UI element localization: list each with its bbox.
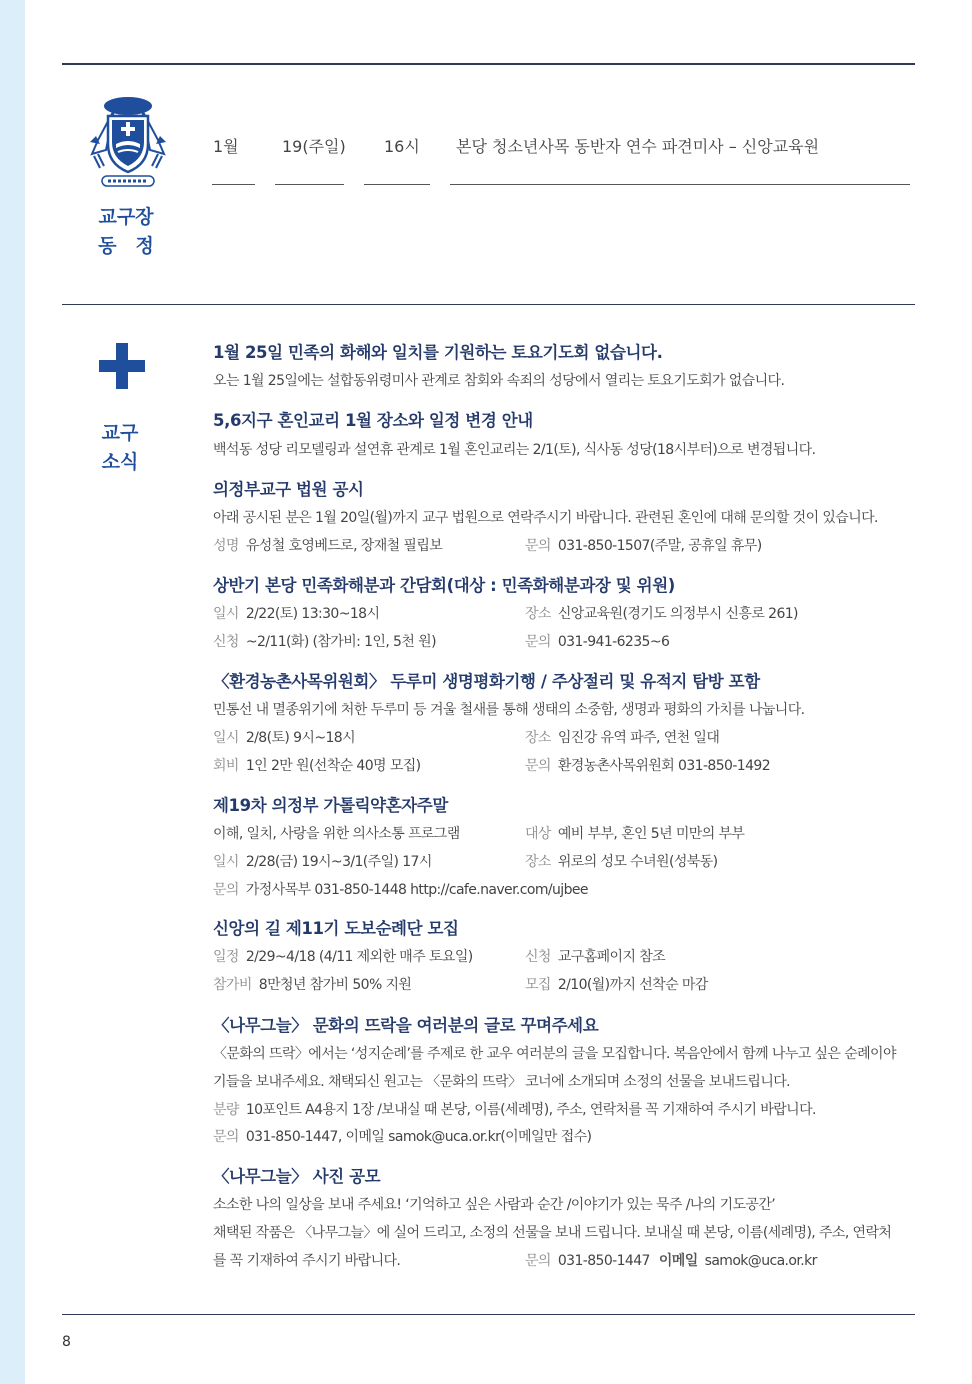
news-body-marriage-class: 백석동 성당 리모델링과 설연휴 관계로 1월 혼인교리는 2/1(토), 식사동 성당(18시부터)으로 변경됩니다. <box>213 442 816 458</box>
news-section-label <box>90 419 150 477</box>
field-value: 2/28(금) 19시~3/1(주일) 17시 <box>245 854 432 870</box>
field-value: 2/8(토) 9시~18시 <box>245 730 355 746</box>
crane-date-row <box>213 727 355 747</box>
pilgrimage-recruit-row <box>525 974 708 994</box>
field-value: 10포인트 A4용지 1장 /보내실 때 본당, 이름(세례명), 주소, 연락처를 꼭 기재하여 주시기 바랍니다. <box>245 1102 816 1118</box>
section-divider <box>62 304 915 305</box>
top-divider <box>62 63 915 65</box>
field-key: 문의 <box>525 634 551 650</box>
field-value: 2/29~4/18 (4/11 제외한 매주 토요일) <box>245 949 473 965</box>
crane-place-row <box>525 727 719 747</box>
news-title-culture-garden: 〈나무그늘〉 문화의 뜨락을 여러분의 글로 꾸며주세요 <box>213 1016 599 1035</box>
field-value: 유성철 호영베드로, 장재철 필립보 <box>245 538 443 554</box>
news-title-photo-contest: 〈나무그늘〉 사진 공모 <box>213 1167 381 1186</box>
culture-contact-row <box>213 1126 591 1146</box>
meeting-place-row <box>525 603 798 623</box>
news-title-marriage-class: 5,6지구 혼인교리 1월 장소와 일정 변경 안내 <box>213 411 533 430</box>
engaged-target-row <box>525 823 744 843</box>
field-key: 참가비 <box>213 977 252 993</box>
news-title-prayer: 1월 25일 민족의 화해와 일치를 기원하는 토요기도회 없습니다. <box>213 343 663 362</box>
culture-body-line2: 기들을 보내주세요. 채택되신 원고는 〈문화의 뜨락〉 코너에 소개되며 소정의 선물을 보내드립니다. <box>213 1074 791 1090</box>
news-body-crane-trip: 민통선 내 멸종위기에 처한 두루미 등 겨울 철새를 통해 생태의 소중함, 생명과 평화의 가치를 나눕니다. <box>213 702 805 718</box>
meeting-apply-row <box>213 631 436 651</box>
field-value: 031-941-6235~6 <box>557 634 670 650</box>
cross-icon <box>99 343 145 389</box>
field-key: 장소 <box>525 730 551 746</box>
bishop-section-label <box>96 203 156 261</box>
schedule-month-underline <box>212 184 255 185</box>
page-number: 8 <box>62 1334 71 1350</box>
field-value: 031-850-1507(주말, 공휴일 휴무) <box>557 538 762 554</box>
field-key: 일시 <box>213 606 239 622</box>
photo-body-line3: 를 꼭 기재하여 주시기 바랍니다. <box>213 1253 401 1269</box>
schedule-time: 16시 <box>384 137 420 156</box>
side-color-strip <box>0 0 25 1384</box>
schedule-month: 1월 <box>213 137 239 156</box>
bishop-label-line2: 동 정 <box>98 235 154 257</box>
field-value: 임진강 유역 파주, 연천 일대 <box>557 730 720 746</box>
field-key: 대상 <box>525 826 551 842</box>
engaged-place-row <box>525 851 717 871</box>
news-title-court-notice: 의정부교구 법원 공시 <box>213 480 364 499</box>
culture-body-line1: 〈문화의 뜨락〉에서는 ‘성지순례’를 주제로 한 교우 여러분의 글을 모집합니다. 복음안에서 함께 나누고 싶은 순례이야 <box>213 1046 896 1062</box>
field-key: 장소 <box>525 854 551 870</box>
field-value: samok@uca.or.kr <box>704 1253 817 1269</box>
news-body-court-notice: 아래 공시된 분은 1월 20일(월)까지 교구 법원으로 연락주시기 바랍니다. 관련된 혼인에 대해 문의할 것이 있습니다. <box>213 510 878 526</box>
field-value: 교구홈페이지 참조 <box>557 949 666 965</box>
field-key: 일시 <box>213 730 239 746</box>
field-value[interactable]: 가정사목부 031-850-1448 http://cafe.naver.com/ujbee <box>245 882 588 898</box>
field-value: 2/22(토) 13:30~18시 <box>245 606 380 622</box>
crane-fee-row <box>213 755 421 775</box>
field-key: 성명 <box>213 538 239 554</box>
field-value: 환경농촌사목위원회 031-850-1492 <box>557 758 771 774</box>
schedule-day-underline <box>275 184 344 185</box>
field-value: 신앙교육원(경기도 의정부시 신흥로 261) <box>557 606 798 622</box>
news-label-line1: 교구 <box>101 422 139 444</box>
photo-body-line1: 소소한 나의 일상을 보내 주세요! ‘기억하고 싶은 사람과 순간 /이야기가 있는 묵주 /나의 기도공간’ <box>213 1197 776 1213</box>
field-key: 일정 <box>213 949 239 965</box>
field-key: 신청 <box>213 634 239 650</box>
schedule-event: 본당 청소년사목 동반자 연수 파견미사 – 신앙교육원 <box>456 137 820 156</box>
field-key: 문의 <box>525 538 551 554</box>
field-key: 회비 <box>213 758 239 774</box>
field-value: 031-850-1447 <box>557 1253 650 1269</box>
field-value: 1인 2만 원(선착순 40명 모집) <box>245 758 421 774</box>
news-title-crane-trip: 〈환경농촌사목위원회〉 두루미 생명평화기행 / 주상절리 및 유적지 탐방 포함 <box>213 672 760 691</box>
court-contact-row <box>525 535 762 555</box>
news-title-reconciliation-meeting: 상반기 본당 민족화해분과 간담회(대상 : 민족화해분과장 및 위원) <box>213 576 675 595</box>
meeting-date-row <box>213 603 379 623</box>
bishop-coat-of-arms-icon <box>86 92 170 190</box>
field-key: 분량 <box>213 1102 239 1118</box>
schedule-day: 19(주일) <box>282 137 346 156</box>
engaged-contact-row <box>213 879 588 899</box>
bishop-label-line1: 교구장 <box>98 206 154 228</box>
field-value: 예비 부부, 혼인 5년 미만의 부부 <box>557 826 745 842</box>
field-key: 장소 <box>525 606 551 622</box>
field-key: 문의 <box>213 1129 239 1145</box>
news-label-line2: 소식 <box>101 451 139 473</box>
field-key: 문의 <box>525 758 551 774</box>
news-body-engaged-weekend: 이해, 일치, 사랑을 위한 의사소통 프로그램 <box>213 826 460 842</box>
crane-contact-row <box>525 755 770 775</box>
field-key: 문의 <box>525 1253 551 1269</box>
pilgrimage-fee-row <box>213 974 411 994</box>
news-title-engaged-weekend: 제19차 의정부 가톨릭약혼자주말 <box>213 796 448 815</box>
news-title-pilgrimage: 신앙의 길 제11기 도보순례단 모집 <box>213 919 459 938</box>
field-key: 모집 <box>525 977 551 993</box>
pilgrimage-apply-row <box>525 946 665 966</box>
field-value: 2/10(월)까지 선착순 마감 <box>557 977 708 993</box>
meeting-contact-row <box>525 631 669 651</box>
field-value: 031-850-1447, 이메일 samok@uca.or.kr(이메일만 접수) <box>245 1129 592 1145</box>
field-value: 위로의 성모 수녀원(성북동) <box>557 854 718 870</box>
court-names-row <box>213 535 442 555</box>
bottom-divider <box>62 1314 915 1315</box>
field-value: 8만청년 참가비 50% 지원 <box>258 977 412 993</box>
field-key: 일시 <box>213 854 239 870</box>
engaged-date-row <box>213 851 432 871</box>
field-value: ~2/11(화) (참가비: 1인, 5천 원) <box>245 634 436 650</box>
field-key: 신청 <box>525 949 551 965</box>
field-key: 이메일 <box>658 1253 698 1269</box>
schedule-event-underline <box>450 184 910 185</box>
photo-contact-row <box>525 1250 817 1270</box>
photo-body-line2: 채택된 작품은 〈나무그늘〉에 실어 드리고, 소정의 선물을 보내 드립니다. 보내실 때 본당, 이름(세례명), 주소, 연락처 <box>213 1225 892 1241</box>
field-key: 문의 <box>213 882 239 898</box>
culture-amount-row <box>213 1099 816 1119</box>
news-body-prayer: 오는 1월 25일에는 설합동위령미사 관계로 참회와 속죄의 성당에서 열리는 토요기도회가 없습니다. <box>213 373 785 389</box>
pilgrimage-schedule-row <box>213 946 473 966</box>
schedule-time-underline <box>364 184 430 185</box>
